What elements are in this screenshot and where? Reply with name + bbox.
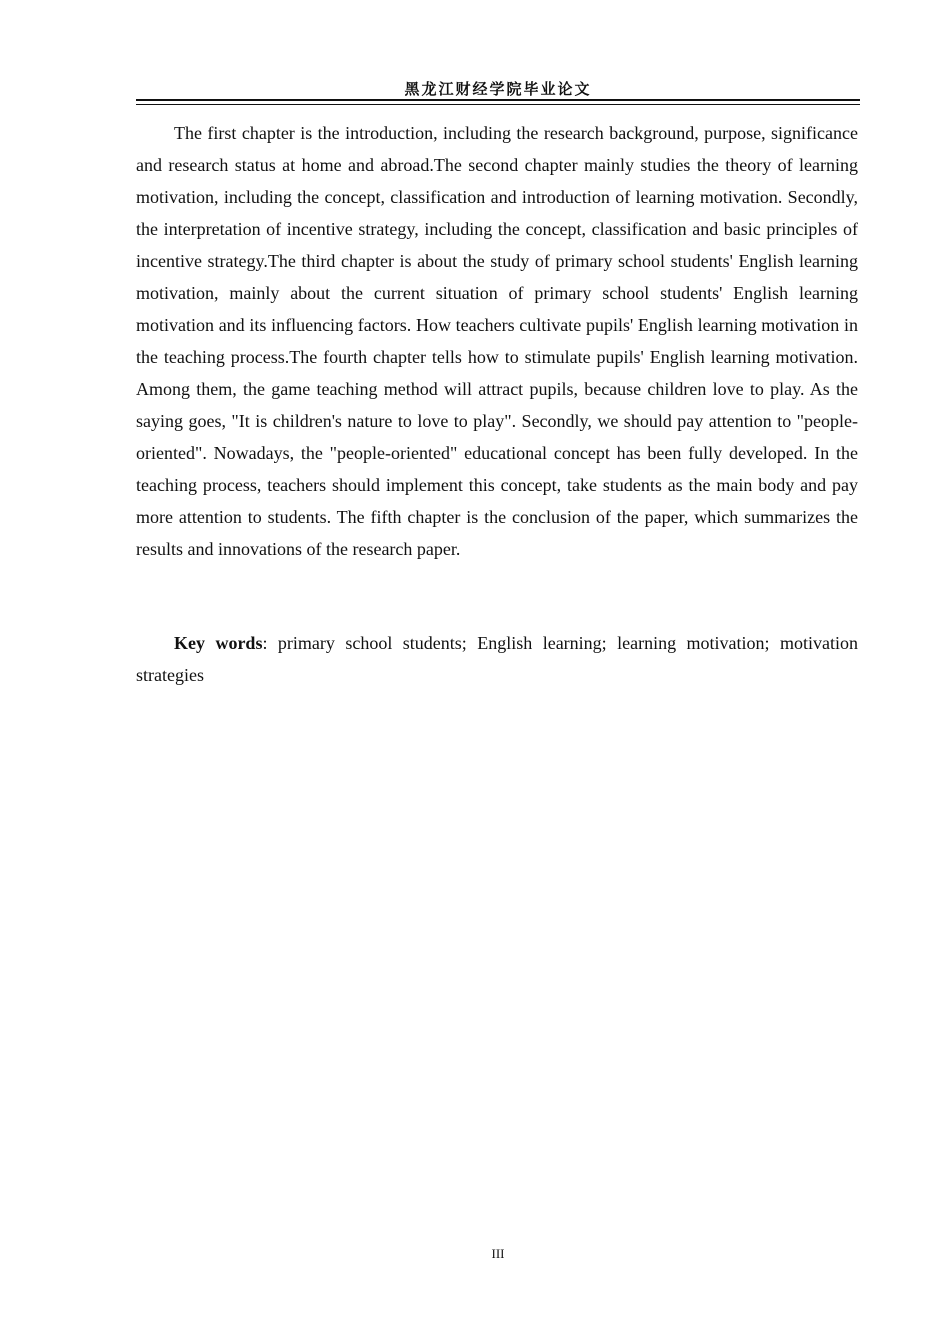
body-paragraph: The first chapter is the introduction, including the research background, purpose, significance and research status at home and abroad.The second chapter mainly studies the theory of learning motivation, including the concept, classification and introduction of learning motivation. Secondly, the interpretation of incentive strategy, including the concept, classification and basic principles of incentive strategy.The third chapter is about the study of primary school students' English learning motivation, mainly about the current situation of primary school students' English learning motivation and its influencing factors. How teachers cultivate pupils' English learning motivation in the teaching process.The fourth chapter tells how to stimulate pupils' English learning motivation. Among them, the game teaching method will attract pupils, because children love to play. As the saying goes, "It is children's nature to love to play". Secondly, we should pay attention to "people-oriented". Nowadays, the "people-oriented" educational concept has been fully developed. In the teaching process, teachers should implement this concept, take students as the main body and pay more attention to students. The fifth chapter is the conclusion of the paper, which summarizes the results and innovations of the research paper. bbox=[136, 123, 858, 559]
header-rule-thin bbox=[136, 104, 860, 105]
body-text bbox=[136, 117, 858, 565]
page-number: III bbox=[491, 1246, 505, 1261]
keywords-separator: : bbox=[262, 633, 268, 653]
keywords-text: primary school students; English learning; learning motivation; motivation strategies bbox=[136, 633, 858, 685]
page-header-title: 黑龙江财经学院毕业论文 bbox=[404, 80, 592, 98]
header-rule-thick bbox=[136, 99, 860, 101]
keywords-paragraph bbox=[136, 627, 858, 691]
keywords-label: Key words bbox=[174, 633, 263, 653]
